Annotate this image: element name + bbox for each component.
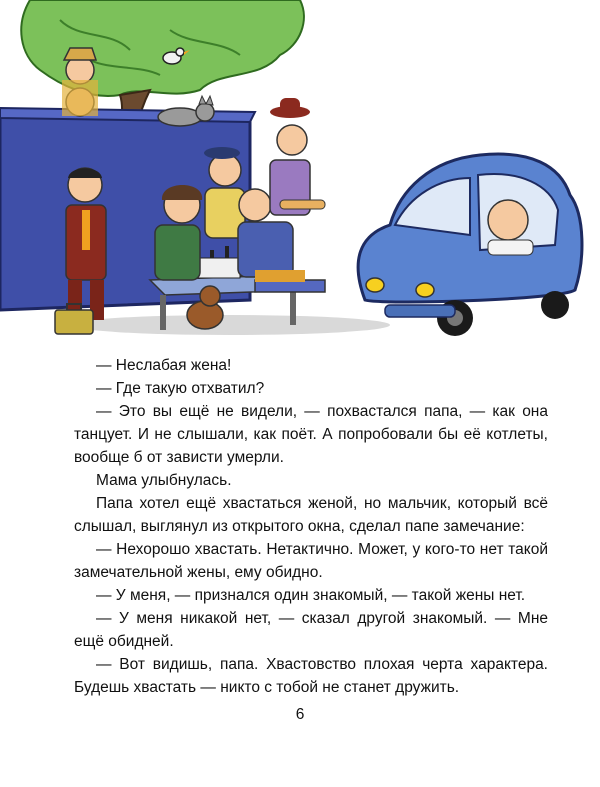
paragraph: — Где такую отхватил? — [96, 380, 265, 397]
paragraph: — Нехорошо хвастать. Нетактично. Может, у кого-то нет такой замечательной жены, ему обидно. — [74, 541, 548, 581]
peeking-men-icon — [62, 48, 98, 116]
paragraph: Мама улыбнулась. — [96, 472, 232, 489]
paragraph: — У меня, — признался один знакомый, — такой жены нет. — [96, 587, 526, 604]
paragraph: — У меня никакой нет, — сказал другой знакомый. — Мне ещё обидней. — [74, 610, 548, 650]
story-text — [74, 354, 548, 699]
paragraph: — Неслабая жена! — [96, 357, 232, 374]
illustration — [0, 0, 600, 350]
paragraph: Папа хотел ещё хвастаться женой, но мальчик, который всё слышал, выглянул из открытого окна, сделал папе замечание: — [74, 495, 548, 535]
paragraph: — Вот видишь, папа. Хвастовство плохая черта характера. Будешь хвастать — никто с тобой не станет дружить. — [74, 656, 548, 696]
man-with-hat-icon — [270, 98, 325, 215]
cat-icon — [158, 96, 214, 126]
paragraph: — Это вы ещё не видели, — похвастался папа, — как она танцует. И не слышали, как поёт. А попробовали бы её котлеты, вообще б от зависти умерли. — [74, 403, 548, 466]
page-number: 6 — [295, 706, 305, 723]
car-icon — [358, 154, 582, 336]
